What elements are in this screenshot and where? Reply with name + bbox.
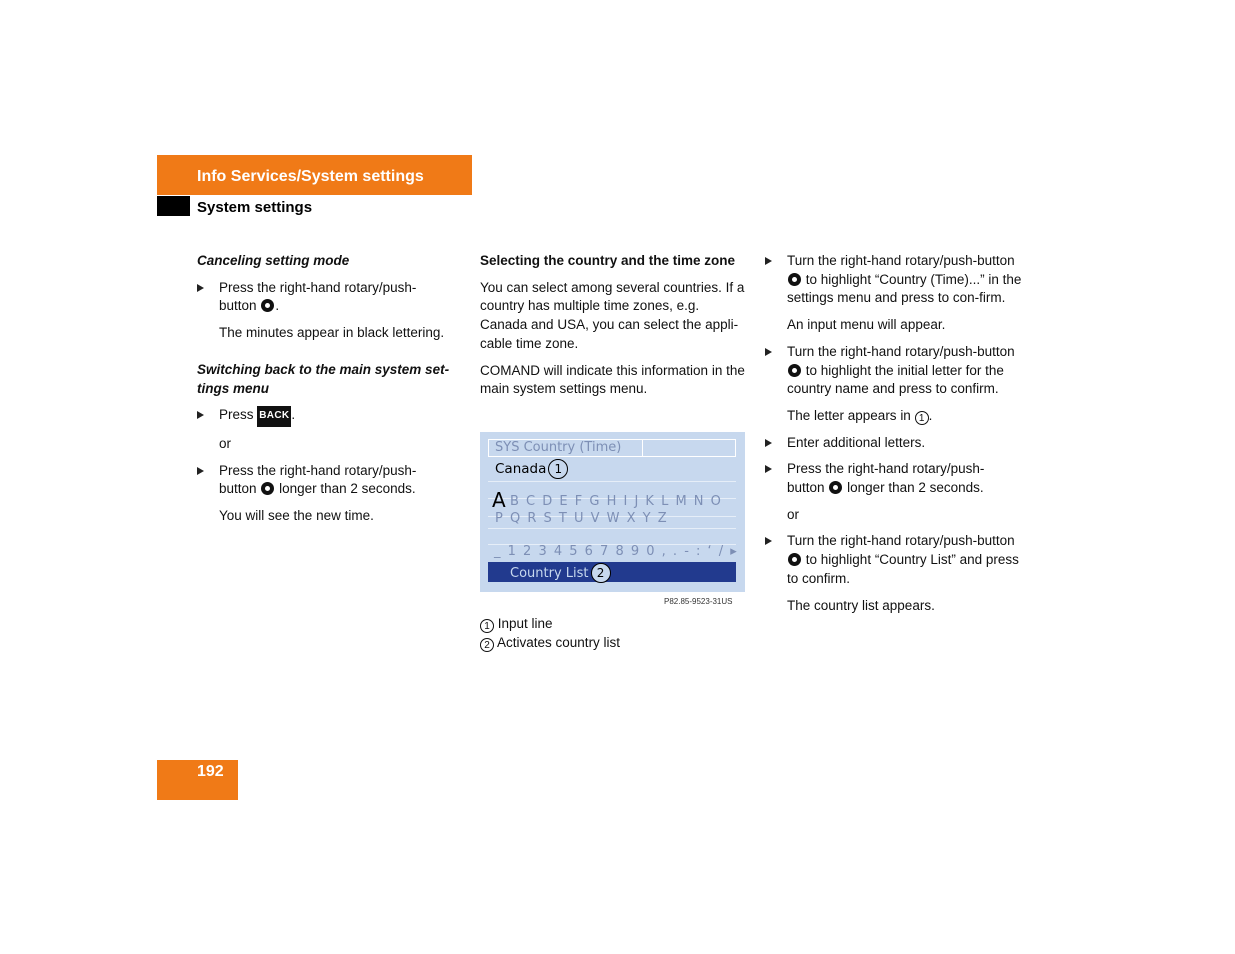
- step-text: Turn the right-hand rotary/push-button: [787, 343, 1015, 359]
- step-text: button: [219, 298, 257, 314]
- figure-legend: [480, 614, 620, 652]
- paragraph: COMAND will indicate this information in the main system settings menu.: [480, 362, 745, 397]
- heading-canceling: Canceling setting mode: [197, 253, 350, 268]
- screen-input-value: Canada: [495, 461, 547, 477]
- or-text: or: [787, 506, 800, 522]
- result-text: The country list appears.: [787, 597, 935, 613]
- step-text: .: [291, 407, 296, 423]
- or-text: or: [219, 435, 232, 451]
- step-text: Press the right-hand rotary/push-: [219, 279, 417, 295]
- result-text-part: .: [928, 407, 933, 423]
- step-text: Turn the right-hand rotary/push-button: [787, 533, 1015, 549]
- subsection-title: System settings: [197, 199, 313, 216]
- step-text: button: [219, 481, 257, 497]
- heading-switching-back: Switching back to the main system set-tings menu: [197, 361, 450, 396]
- screen-divider: [488, 481, 736, 482]
- callout-marker: 1: [548, 459, 568, 479]
- column-left: [197, 252, 462, 526]
- step-text: to highlight “Country (Time)...” in the settings menu and press to con-firm.: [787, 271, 1022, 306]
- step-text: to highlight “Country List” and press to confirm.: [787, 552, 1019, 586]
- heading-selecting-country: Selecting the country and the time zone: [480, 253, 736, 268]
- screen-title-divider: [642, 440, 643, 456]
- bullet-triangle-icon: [765, 465, 772, 473]
- column-middle: [480, 252, 748, 399]
- step-text: Turn the right-hand rotary/push-button: [787, 253, 1015, 268]
- legend-text: Input line: [497, 616, 553, 631]
- rotary-knob-icon: [261, 482, 274, 495]
- result-text-part: The letter appears in: [787, 407, 911, 423]
- callout-marker: 1: [915, 411, 929, 425]
- step-text: Press the right-hand rotary/push-: [219, 462, 417, 478]
- rotary-knob-icon: [829, 481, 842, 494]
- back-key-icon: BACK: [257, 406, 291, 427]
- result-text: An input menu will appear.: [787, 317, 946, 333]
- screen-input-line: [495, 459, 568, 479]
- paragraph: You can select among several countries. If a country has multiple time zones, e.g. Canada and USA, you can select the appli-cable time zone.: [480, 279, 745, 351]
- legend-item: [480, 614, 620, 633]
- screen-divider: [488, 528, 736, 529]
- screen-list-label: Country List: [510, 566, 589, 581]
- legend-text: Activates country list: [497, 635, 621, 650]
- rotary-knob-icon: [788, 553, 801, 566]
- column-right: [765, 252, 1030, 615]
- result-text: [765, 407, 1030, 426]
- result-text: You will see the new time.: [219, 508, 374, 524]
- subsection-marker: [157, 196, 190, 216]
- step-text: longer than 2 seconds.: [847, 480, 984, 496]
- callout-marker: 1: [480, 619, 494, 633]
- result-text: The minutes appear in black lettering.: [219, 325, 445, 341]
- rotary-knob-icon: [261, 299, 274, 312]
- bullet-triangle-icon: [765, 439, 772, 447]
- step-highlight-country-time: [765, 252, 1030, 308]
- step-text: Enter additional letters.: [787, 434, 926, 450]
- callout-marker: 2: [591, 563, 611, 583]
- bullet-triangle-icon: [765, 348, 772, 356]
- step-press-long: [765, 460, 1030, 497]
- screen-symbol-row: _ 1 2 3 4 5 6 7 8 9 0 , . - : ‘ / ▸: [494, 544, 739, 559]
- step-text: Press: [219, 407, 254, 423]
- image-code: P82.85-9523-31US: [664, 597, 733, 606]
- bullet-triangle-icon: [197, 467, 204, 475]
- step-highlight-letter: [765, 343, 1030, 399]
- screen-country-list-item: [510, 563, 611, 583]
- bullet-triangle-icon: [765, 257, 772, 265]
- screen-title: SYS Country (Time): [495, 440, 622, 455]
- bullet-triangle-icon: [765, 537, 772, 545]
- comand-display-screen: [480, 432, 745, 592]
- step-press-back: [197, 406, 462, 427]
- bullet-triangle-icon: [197, 411, 204, 419]
- step-enter-letters: [765, 434, 1030, 453]
- bullet-triangle-icon: [197, 284, 204, 292]
- screen-letter-row: B C D E F G H I J K L M N O: [510, 494, 723, 509]
- step-text: button: [787, 480, 825, 496]
- step-text: .: [275, 298, 280, 314]
- legend-item: [480, 633, 620, 652]
- section-title: Info Services/System settings: [197, 168, 424, 185]
- rotary-knob-icon: [788, 364, 801, 377]
- step-text: longer than 2 seconds.: [279, 481, 416, 497]
- page-number: 192: [197, 763, 224, 780]
- rotary-knob-icon: [788, 273, 801, 286]
- step-text: to highlight the initial letter for the country name and press to confirm.: [787, 362, 1004, 397]
- step-highlight-country-list: [765, 532, 1030, 588]
- screen-letter-row: P Q R S T U V W X Y Z: [495, 511, 669, 526]
- step-press-long: [197, 462, 462, 499]
- callout-marker: 2: [480, 638, 494, 652]
- step-press-knob: [197, 279, 462, 316]
- step-text: Press the right-hand rotary/push-: [787, 461, 985, 477]
- screen-selected-letter: A: [492, 488, 506, 512]
